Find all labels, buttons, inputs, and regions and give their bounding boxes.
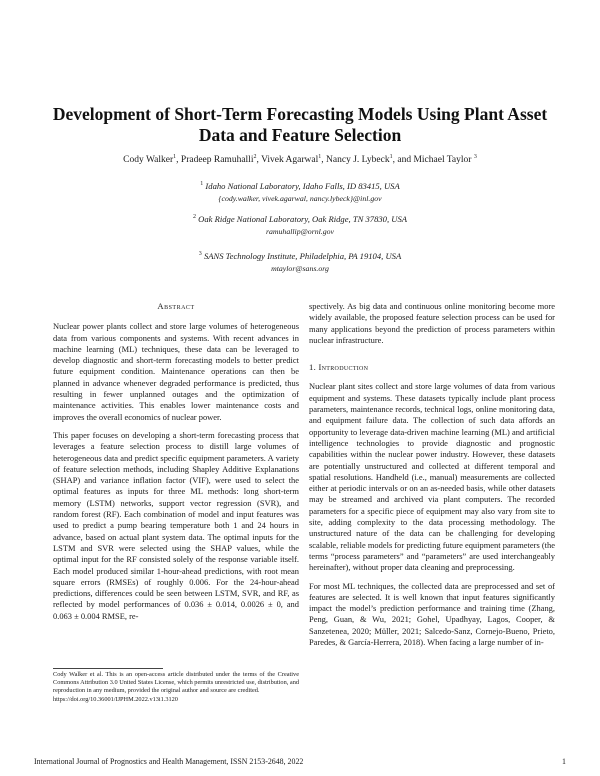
affiliation-number: 2 bbox=[192, 214, 196, 221]
author-name: Vivek Agarwal bbox=[261, 155, 319, 165]
abstract-heading: Abstract bbox=[157, 301, 195, 311]
journal-citation: International Journal of Prognostics and Health Management, ISSN 2153-2648, 2022 bbox=[34, 757, 304, 766]
affiliation-email: ramuhallip@ornl.gov bbox=[265, 227, 335, 236]
intro-paragraph: Nuclear plant sites collect and store large volumes of data from various equipment and systems. These datasets typically include plant process parameters, maintenance records, technical logs, online monitoring data, and equipment failure data. The collection of such data affords an opportunity to leverage data-driven machine learning (ML) and artificial intelligence technologies to provide diagnostic and prognostic capabilities within the nuclear power industry. However, these datasets are potentially unstructured and collected at different temporal and spatial resolutions. Handheld (i.e., manual) measurements are collected either at periodic intervals or on an as-needed basis, while other datasets may be streamed and archived via plant computers. The recorded parameters for a specific piece of equipment may also vary from site to site, adding complexity to the data processing methodology. The unstructured nature of the data can be challenging for developing scalable, reliable models for predicting future equipment parameters (the terms “process parameters” and “parameters” are used interchangeably hereinafter), without proper data cleaning and preprocessing. bbox=[309, 381, 555, 573]
affiliation-email: mtaylor@sans.org bbox=[271, 264, 329, 273]
right-column bbox=[309, 301, 555, 655]
abstract-continuation: spectively. As big data and continuous online monitoring become more widely available, the proposed feature selection process can be used for many applications beyond the prediction of process parameters within nuclear infrastructure. bbox=[309, 301, 555, 345]
affiliation-name: Oak Ridge National Laboratory, Oak Ridge, TN 37830, USA bbox=[198, 214, 408, 224]
author-name: Cody Walker bbox=[123, 155, 174, 165]
section-title: Introduction bbox=[318, 362, 369, 373]
author-affiliation-mark: 3 bbox=[473, 153, 477, 160]
abstract-paragraph: Nuclear power plants collect and store large volumes of heterogeneous data from various components and systems. With recent advances in machine learning (ML) techniques, these data can be leveraged to develop diagnostic and short-term forecasting models to better predict future equipment condition. Maintenance operations can then be planned in advance whenever degraded performance is predicted, thus resulting in fewer unplanned outages and the optimization of maintenance activities. This enables lower maintenance costs and improves the overall economics of nuclear power. bbox=[53, 321, 299, 422]
author-list: Cody Walker$^1$, Pradeep Ramuhalli$^2$, Vivek Agarwal$^1$, Nancy J. Lybeck$^1$, and Michael Taylor $^3$ bbox=[123, 153, 477, 165]
author-affiliation-mark: 1 bbox=[318, 153, 322, 160]
author-affiliation-mark: 1 bbox=[173, 153, 177, 160]
author-affiliation-mark: 2 bbox=[253, 153, 257, 160]
affiliation-number: 1 bbox=[200, 181, 204, 188]
affiliation-1 bbox=[40, 180, 560, 205]
affiliation-email: {cody.walker, vivek.agarwal, nancy.lybeck}@inl.gov bbox=[218, 194, 382, 203]
affiliation-name: SANS Technology Institute, Philadelphia, PA 19104, USA bbox=[203, 251, 402, 261]
affiliation-2 bbox=[40, 213, 560, 238]
affiliation-number: 3 bbox=[198, 251, 202, 258]
author-name: Michael Taylor bbox=[413, 155, 472, 165]
footnote-rule bbox=[53, 668, 163, 669]
section-number: 1. bbox=[309, 362, 317, 373]
license-text: Cody Walker et al. This is an open-access article distributed under the terms of the Creative Commons Attribution 3.0 United States License, which permits unrestricted use, distribution, and reproduction in any medium, provided the original author and source are credited. bbox=[53, 671, 299, 695]
page-number: 1 bbox=[562, 757, 566, 766]
author-name: Pradeep Ramuhalli bbox=[180, 155, 254, 165]
paper-title: Development of Short-Term Forecasting Models Using Plant Asset Data and Feature Selection bbox=[52, 104, 548, 145]
license-footnote bbox=[53, 671, 299, 704]
affiliation-name: Idaho National Laboratory, Idaho Falls, ID 83415, USA bbox=[205, 181, 400, 191]
left-column bbox=[53, 301, 299, 629]
author-affiliation-mark: 1 bbox=[389, 153, 393, 160]
abstract-paragraph: This paper focuses on developing a short-term forecasting process that leverages a feature selection process to distill large volumes of heterogeneous data and predict specific equipment parameters. A variety of feature selection methods, including Shapley Additive Explanations (SHAP) and variance inflation factor (VIF), were used to select the optimal features as inputs for three ML methods: long short-term memory (LSTM) networks, support vector regression (SVR), and random forest (RF). Each combination of model and input features was used to predict a pump bearing temperature both 1 and 24 hours in advance, based on actual plant system data. The optimal inputs for the LSTM and SVR were selected using the SHAP values, while the optimal input for the RF consisted solely of the response variable itself. Each model produced similar 1-hour-ahead predictions, with root mean square errors (RMSEs) of roughly 0.006. For the 24-hour-ahead predictions, differences could be seen between LSTM, SVR, and RF, as reflected by model performances of 0.036 ± 0.014, 0.0026 ± 0, and 0.063 ± 0.004 RMSE, re- bbox=[53, 429, 299, 621]
author-name: Nancy J. Lybeck bbox=[326, 155, 390, 165]
doi-link[interactable]: https://doi.org/10.36001/IJPHM.2022.v13i1.3120 bbox=[53, 695, 178, 703]
affiliation-3 bbox=[40, 250, 560, 275]
intro-paragraph: For most ML techniques, the collected data are preprocessed and set of features are selected. It is well known that input features significantly impact the model’s prediction performance and training time (Zhang, Peng, Guan, & Wu, 2021; Gohel, Upadhyay, Lagos, Cooper, & Sanzetenea, 2020; Müller, 2021; Salcedo-Sanz, Cornejo-Bueno, Prieto, Paredes, & García-Herrera, 2018). When facing a large number of in- bbox=[309, 580, 555, 648]
section-heading-introduction bbox=[309, 362, 555, 373]
